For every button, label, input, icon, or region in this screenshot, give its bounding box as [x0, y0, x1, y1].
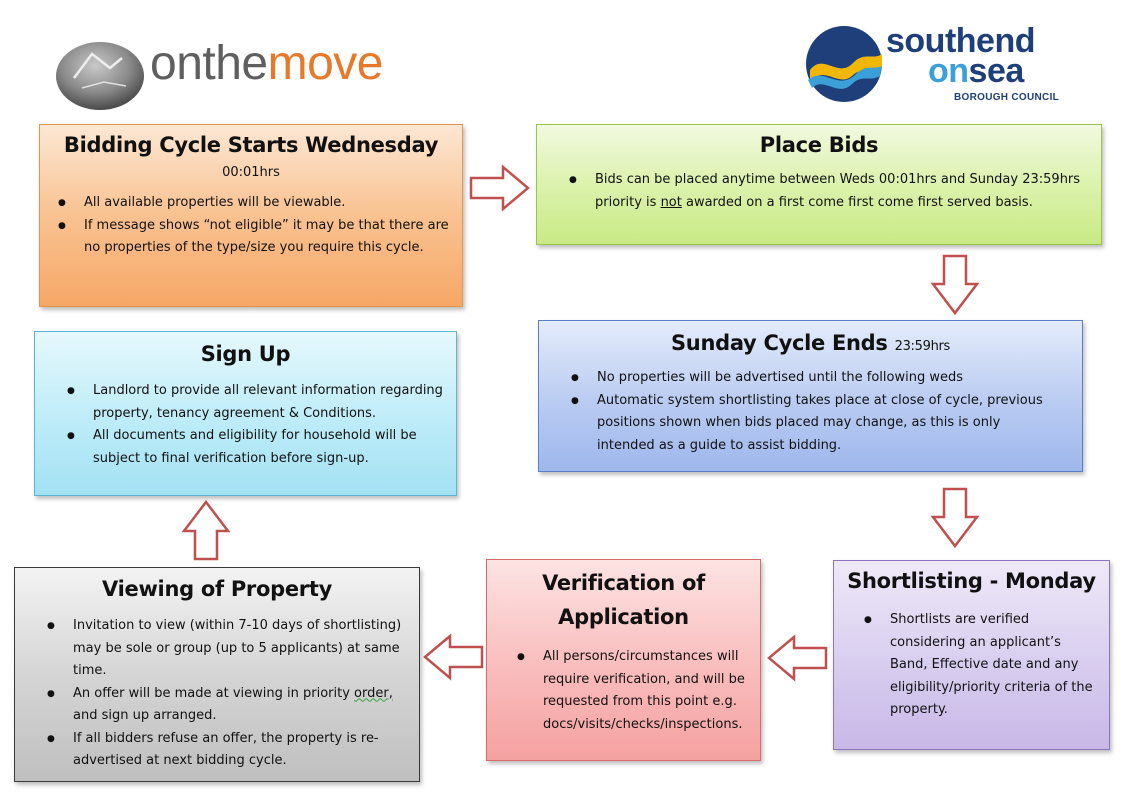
- place-bids-text-not: not: [660, 194, 682, 210]
- viewing-property-box: [14, 567, 420, 782]
- bidding-cycle-list: [40, 192, 462, 260]
- council-name-on: on: [928, 52, 969, 90]
- sunday-cycle-list: [539, 367, 1082, 457]
- southend-logo: [804, 22, 1066, 110]
- arrow-up-icon: [181, 499, 231, 561]
- stone-icon: [52, 30, 152, 114]
- list-item: ● Invitation to view (within 7-10 days of shortlisting) may be sole or group (up to 5 applicants) at same time.: [73, 615, 405, 683]
- council-name-line1: southend: [886, 22, 1035, 60]
- sign-up-box: [34, 331, 457, 496]
- arrow-right-icon: [469, 164, 531, 212]
- bidding-cycle-box: [39, 124, 463, 307]
- sunday-cycle-heading: [539, 331, 1082, 355]
- place-bids-text-c: awarded on a first come first come first served basis.: [681, 194, 1033, 210]
- list-item: ● If all bidders refuse an offer, the property is re-advertised at next bidding cycle.: [73, 728, 405, 773]
- list-item: ● All available properties will be viewable.: [84, 192, 462, 215]
- council-name-sea: sea: [968, 52, 1024, 90]
- sunday-cycle-title: Sunday Cycle Ends: [670, 331, 888, 355]
- sunday-cycle-box: [538, 320, 1083, 472]
- council-subtitle: BOROUGH COUNCIL: [954, 92, 1060, 103]
- verification-title-line2: Application: [558, 605, 689, 629]
- logo-text-onthe: onthe: [150, 37, 268, 90]
- viewing-property-title: Viewing of Property: [102, 577, 332, 601]
- shortlisting-title: Shortlisting - Monday: [847, 569, 1096, 593]
- council-wave-icon: [804, 24, 884, 104]
- viewing-item2-a: An offer will be made at viewing in priority: [73, 685, 355, 701]
- list-item: ● Automatic system shortlisting takes place at close of cycle, previous positions shown when bids placed may change, as this is only intended as a guide to assist bidding.: [597, 390, 1058, 458]
- arrow-down-icon: [930, 487, 980, 549]
- list-item: ● No properties will be advertised until the following weds: [597, 367, 1058, 390]
- sign-up-title: Sign Up: [200, 342, 291, 366]
- list-item: ● Landlord to provide all relevant information regarding property, tenancy agreement & Conditions.: [93, 380, 446, 425]
- onthemove-logo: [52, 30, 422, 114]
- list-item: [595, 169, 1081, 214]
- list-item: [73, 683, 405, 728]
- viewing-item2-c: and sign up arranged.: [73, 708, 217, 723]
- list-item: ● Shortlists are verified considering an applicant’s Band, Effective date and any eligibility/priority criteria of the property.: [890, 609, 1099, 722]
- logo-text-move: move: [267, 37, 383, 90]
- shortlisting-list: [834, 609, 1109, 722]
- viewing-property-list: [15, 615, 419, 773]
- viewing-item2-order: order,: [354, 685, 393, 701]
- verification-title-line1: Verification of: [542, 571, 705, 595]
- sign-up-list: [35, 380, 456, 470]
- place-bids-text-a: Bids can be placed anytime between Weds 00:01hrs and Sunday 23:59hrs priority is: [595, 172, 1081, 210]
- verification-box: [486, 559, 761, 761]
- place-bids-title: Place Bids: [759, 133, 879, 157]
- sunday-cycle-time: 23:59hrs: [894, 339, 951, 354]
- bidding-cycle-time: 00:01hrs: [222, 165, 280, 180]
- place-bids-box: [536, 124, 1102, 245]
- shortlisting-box: [833, 560, 1110, 750]
- arrow-left-icon: [422, 633, 484, 681]
- arrow-down-icon: [930, 254, 980, 316]
- list-item: ● All persons/circumstances will require verification, and will be requested from this point e.g. docs/visits/checks/inspections.: [543, 646, 750, 736]
- place-bids-list: [537, 169, 1101, 214]
- verification-list: [487, 646, 760, 736]
- arrow-left-icon: [766, 634, 828, 682]
- bidding-cycle-title: Bidding Cycle Starts Wednesday: [63, 133, 439, 157]
- list-item: ● If message shows “not eligible” it may be that there are no properties of the type/size you require this cycle.: [84, 215, 462, 260]
- list-item: ● All documents and eligibility for household will be subject to final verification before sign-up.: [93, 425, 446, 470]
